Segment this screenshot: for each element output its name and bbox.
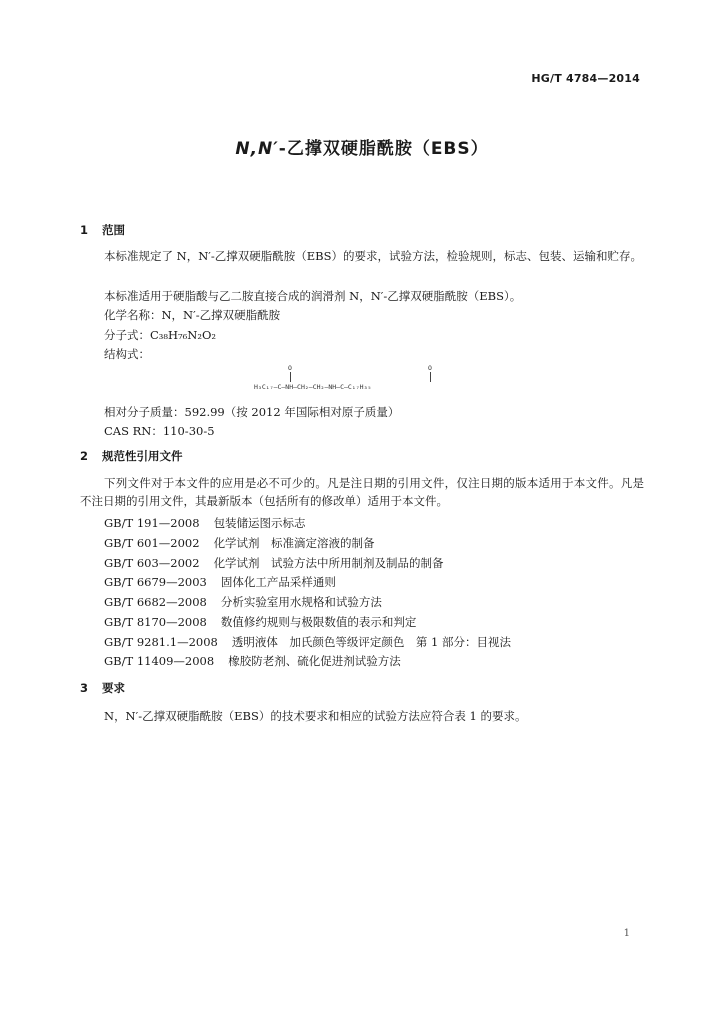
title-mid: ,N′ xyxy=(250,139,279,159)
section-3-number: 3 xyxy=(80,681,89,695)
section-2-title: 规范性引用文件 xyxy=(102,449,183,463)
structure-oxygen-right: O xyxy=(428,364,432,372)
reference-item xyxy=(104,574,336,590)
section-1-para-2: 本标准适用于硬脂酸与乙二胺直接合成的润滑剂 N，N′-乙撑双硬脂酰胺（EBS）。 xyxy=(104,289,522,303)
reference-item xyxy=(104,653,401,669)
standard-code: HG/T 4784—2014 xyxy=(531,72,640,85)
section-1-para-1: 本标准规定了 N，N′-乙撑双硬脂酰胺（EBS）的要求，试验方法，检验规则，标志、包装、运输和贮存。 xyxy=(104,249,642,263)
structure-chain: H₃C₁₇—C—NH—CH₂—CH₂—NH—C—C₁₇H₃₅ xyxy=(254,383,372,391)
reference-code: GB/T 603—2002 xyxy=(104,556,200,570)
reference-code: GB/T 6679—2003 xyxy=(104,575,207,589)
title-rest: -乙撑双硬脂酰胺（EBS） xyxy=(278,139,489,159)
section-1-title: 范围 xyxy=(102,223,126,237)
reference-item xyxy=(104,555,444,571)
reference-item xyxy=(104,515,306,531)
structure-label: 结构式： xyxy=(104,347,150,361)
reference-title: 包装储运图示标志 xyxy=(213,516,306,530)
section-1-heading xyxy=(80,222,125,238)
reference-item xyxy=(104,614,416,630)
reference-item xyxy=(104,535,375,551)
section-3-title: 要求 xyxy=(102,681,126,695)
chemical-name: 化学名称：N，N′-乙撑双硬脂酰胺 xyxy=(104,308,281,322)
molecular-mass: 相对分子质量：592.99（按 2012 年国际相对原子质量） xyxy=(104,405,400,419)
reference-code: GB/T 9281.1—2008 xyxy=(104,635,218,649)
page-number: 1 xyxy=(623,928,630,939)
molecular-formula: 分子式：C₃₈H₇₆N₂O₂ xyxy=(104,328,216,342)
reference-title: 化学试剂 试验方法中所用制剂及制品的制备 xyxy=(213,556,444,570)
section-1-number: 1 xyxy=(80,223,89,237)
reference-code: GB/T 191—2008 xyxy=(104,516,200,530)
reference-code: GB/T 6682—2008 xyxy=(104,595,207,609)
section-3-heading xyxy=(80,680,125,696)
reference-code: GB/T 11409—2008 xyxy=(104,654,215,668)
reference-title: 化学试剂 标准滴定溶液的制备 xyxy=(213,536,375,550)
section-3-para: N，N′-乙撑双硬脂酰胺（EBS）的技术要求和相应的试验方法应符合表 1 的要求。 xyxy=(104,709,527,723)
section-2-heading xyxy=(80,448,183,464)
reference-title: 分析实验室用水规格和试验方法 xyxy=(220,595,382,609)
structure-double-bond-left xyxy=(290,372,291,382)
structural-formula xyxy=(254,364,494,400)
structure-oxygen-left: O xyxy=(288,364,292,372)
reference-title: 固体化工产品采样通则 xyxy=(220,575,336,589)
section-2-para: 下列文件对于本文件的应用是必不可少的。凡是注日期的引用文件，仅注日期的版本适用于本文件。凡是不注日期的引用文件，其最新版本（包括所有的修改单）适用于本文件。 xyxy=(80,476,644,508)
reference-title: 数值修约规则与极限数值的表示和判定 xyxy=(220,615,417,629)
reference-title: 透明液体 加氏颜色等级评定颜色 第 1 部分：目视法 xyxy=(231,635,511,649)
document-title xyxy=(0,134,724,159)
reference-code: GB/T 601—2002 xyxy=(104,536,200,550)
reference-title: 橡胶防老剂、硫化促进剂试验方法 xyxy=(228,654,401,668)
title-prefix: N xyxy=(235,139,251,159)
reference-code: GB/T 8170—2008 xyxy=(104,615,207,629)
structure-double-bond-right xyxy=(430,372,431,382)
reference-item xyxy=(104,594,382,610)
cas-number: CAS RN：110-30-5 xyxy=(104,424,215,438)
section-2-number: 2 xyxy=(80,449,89,463)
reference-item xyxy=(104,634,511,650)
